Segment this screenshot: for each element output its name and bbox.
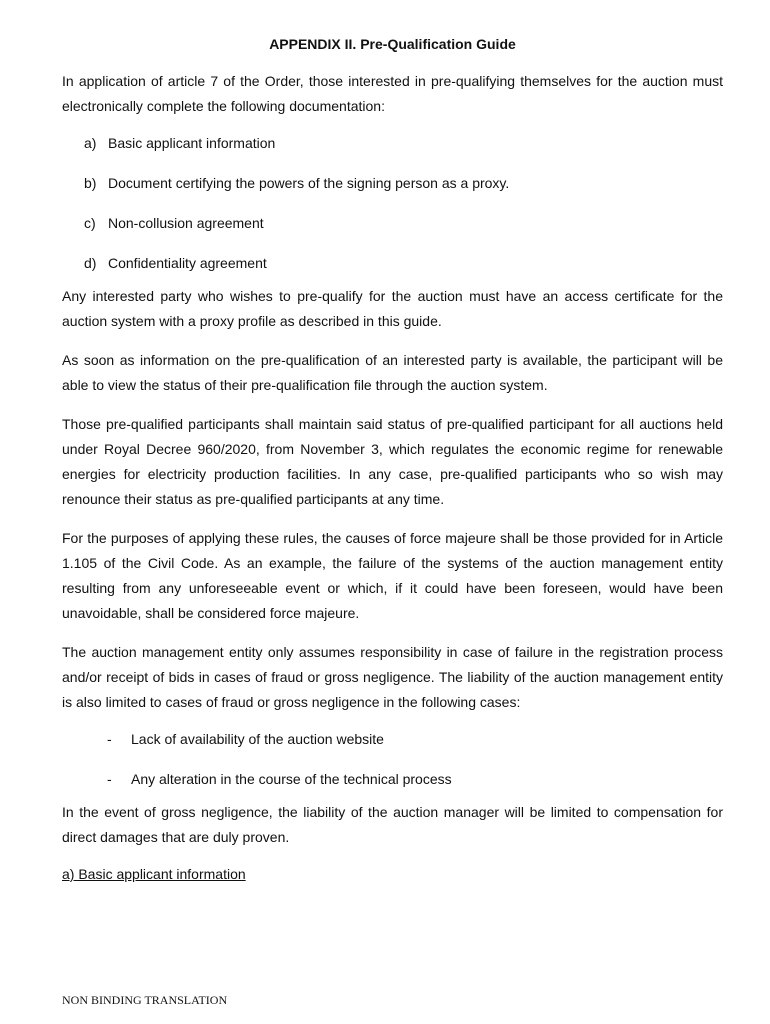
closing-paragraph: In the event of gross negligence, the liability of the auction manager will be limited to compensation for direct damages that are duly proven.	[62, 804, 723, 845]
body-paragraph: Those pre-qualified participants shall maintain said status of pre-qualified participant for all auctions held under Royal Decree 960/2020, from November 3, which regulates the economic regime for renewable energies for electricity production facilities. In any case, pre-qualified participants who so wish may renounce their status as pre-qualified participants at any time.	[62, 416, 723, 507]
list-item-text: Confidentiality agreement	[108, 255, 267, 271]
body-paragraph: The auction management entity only assumes responsibility in case of failure in the registration process and/or receipt of bids in cases of fraud or gross negligence. The liability of the auction management entity is also limited to cases of fraud or gross negligence in the following cases:	[62, 644, 723, 710]
list-item-text: Basic applicant information	[108, 135, 276, 151]
page-title: APPENDIX II. Pre-Qualification Guide	[269, 36, 516, 52]
liability-cases-list	[62, 729, 723, 789]
list-marker: a)	[84, 135, 97, 151]
body-paragraph: As soon as information on the pre-qualification of an interested party is available, the participant will be able to view the status of their pre-qualification file through the auction system.	[62, 352, 723, 393]
list-item-text: Document certifying the powers of the signing person as a proxy.	[108, 175, 510, 191]
documentation-list	[62, 133, 723, 273]
list-item-text: Lack of availability of the auction website	[131, 731, 384, 747]
body-paragraph: Any interested party who wishes to pre-qualify for the auction must have an access certificate for the auction system with a proxy profile as described in this guide.	[62, 288, 723, 329]
list-item-text: Non-collusion agreement	[108, 215, 264, 231]
list-item	[62, 133, 723, 153]
list-marker: c)	[84, 215, 96, 231]
list-item	[62, 213, 723, 233]
list-item	[62, 253, 723, 273]
dash-marker: -	[107, 731, 112, 747]
footer-label: NON BINDING TRANSLATION	[62, 993, 228, 1007]
body-paragraph: For the purposes of applying these rules, the causes of force majeure shall be those provided for in Article 1.105 of the Civil Code. As an example, the failure of the systems of the auction management entity resulting from any unforeseeable event or which, if it could have been foreseen, would have been unavoidable, shall be considered force majeure.	[62, 530, 723, 621]
section-heading: a) Basic applicant information	[62, 866, 246, 882]
list-marker: b)	[84, 175, 97, 191]
list-item-text: Any alteration in the course of the technical process	[131, 771, 452, 787]
intro-paragraph: In application of article 7 of the Order, those interested in pre-qualifying themselves for the auction must electronically complete the following documentation:	[62, 73, 723, 114]
list-item	[62, 173, 723, 193]
document-page	[62, 34, 723, 884]
list-item	[62, 729, 723, 749]
list-marker: d)	[84, 255, 97, 271]
list-item	[62, 769, 723, 789]
dash-marker: -	[107, 771, 112, 787]
